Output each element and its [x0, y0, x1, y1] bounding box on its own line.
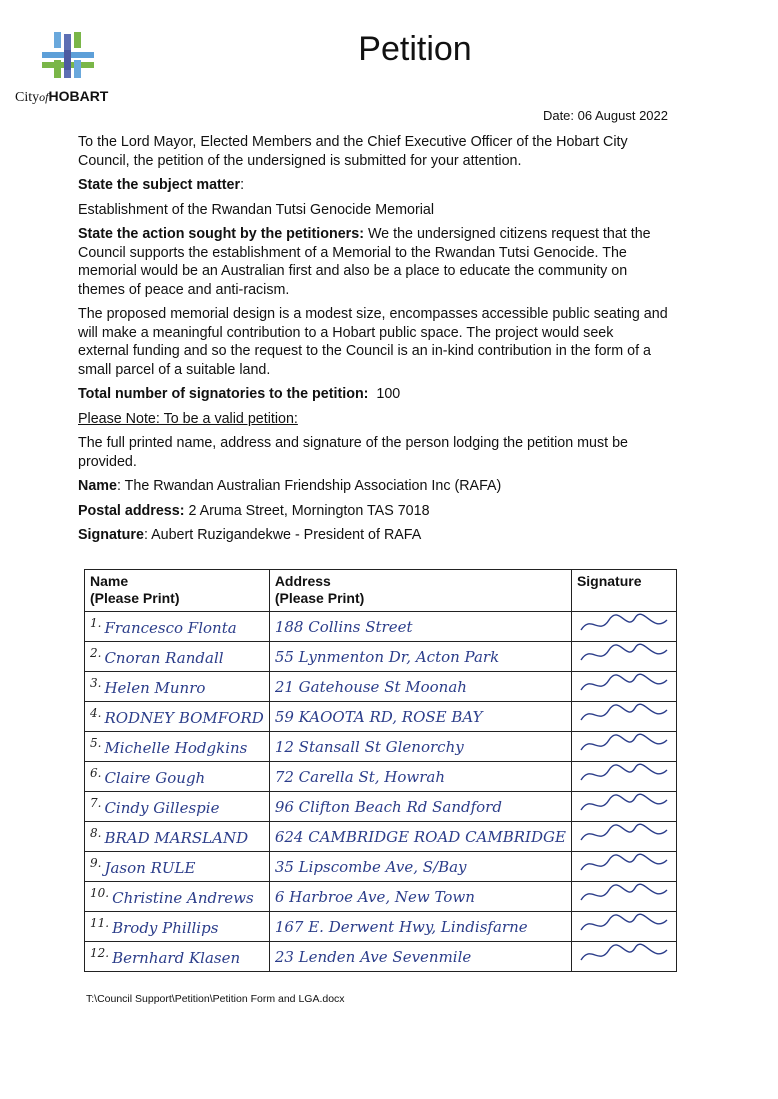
row-number: 1. [90, 616, 102, 630]
action-label: State the action sought by the petitioners: [78, 226, 364, 242]
signatory-address [269, 732, 571, 762]
address-text: 167 E. Derwent Hwy, Lindisfarne [274, 917, 528, 936]
name-text: Michelle Hodgkins [104, 739, 248, 757]
signatory-address [269, 762, 571, 792]
logo-city: City [15, 90, 40, 105]
name-line [78, 477, 668, 496]
petition-date: Date: 06 August 2022 [542, 108, 668, 123]
signatory-name [85, 792, 270, 822]
page-title: Petition [358, 30, 472, 68]
logo-hobart: HOBART [48, 88, 109, 104]
signatory-signature [571, 882, 676, 912]
name-text: Claire Gough [104, 769, 206, 787]
signatory-name [85, 912, 270, 942]
table-row [85, 852, 677, 882]
signatory-address [269, 852, 571, 882]
table-row [85, 912, 677, 942]
signature-scribble [577, 732, 671, 756]
row-number: 10. [90, 886, 110, 900]
postal-value: 2 Aruma Street, Mornington TAS 7018 [184, 502, 430, 519]
total-value: 100 [376, 386, 401, 402]
address-text: 6 Harbroe Ave, New Town [274, 887, 475, 906]
address-text: 12 Stansall St Glenorchy [274, 737, 464, 756]
name-value: : The Rwandan Australian Friendship Association Inc (RAFA) [116, 478, 502, 494]
address-text: 55 Lynmenton Dr, Acton Park [274, 647, 500, 666]
name-text: Christine Andrews [112, 889, 254, 907]
table-header-row [85, 570, 677, 612]
signatory-address [269, 942, 571, 972]
row-number: 5. [90, 736, 102, 750]
address-text: 72 Carella St, Howrah [274, 767, 446, 786]
table-row [85, 942, 677, 972]
address-text: 23 Lenden Ave Sevenmile [274, 947, 472, 966]
row-number: 6. [90, 766, 102, 780]
postal-line [78, 502, 668, 521]
name-text: Bernhard Klasen [112, 949, 241, 967]
subject-label: State the subject matter [78, 177, 241, 193]
signatory-signature [571, 792, 676, 822]
signatory-name [85, 612, 270, 642]
signatory-signature [571, 732, 676, 762]
signatory-name [85, 672, 270, 702]
signatory-name [85, 732, 270, 762]
address-text: 21 Gatehouse St Moonah [274, 677, 467, 696]
signatory-signature [571, 642, 676, 672]
table-row [85, 762, 677, 792]
signature-scribble [577, 672, 671, 696]
name-text: RODNEY BOMFORD [104, 709, 264, 727]
action-paragraph [78, 225, 668, 299]
signatory-name [85, 942, 270, 972]
action-text: We the undersigned citizens request that the Council supports the establishment of a Memorial to the Rwandan Tutsi Genocide. The memorial would be an Australian first and also be a place to educate the community on themes of peace and anti-racism. [78, 226, 651, 298]
address-text: 59 KAOOTA RD, ROSE BAY [274, 707, 483, 726]
row-number: 12. [90, 946, 110, 960]
name-text: Jason RULE [104, 859, 196, 877]
row-number: 2. [90, 646, 102, 660]
signatory-address [269, 912, 571, 942]
table-row [85, 882, 677, 912]
signature-scribble [577, 792, 671, 816]
signatory-address [269, 822, 571, 852]
intro-paragraph: To the Lord Mayor, Elected Members and the Chief Executive Officer of the Hobart City Council, the petition of the undersigned is submitted for your attention. [78, 134, 628, 169]
header-name: Name (Please Print) [85, 570, 270, 612]
address-text: 35 Lipscombe Ave, S/Bay [274, 857, 467, 876]
petition-body [78, 133, 668, 551]
postal-label: Postal address: [78, 502, 185, 519]
signatory-signature [571, 612, 676, 642]
total-label: Total number of signatories to the petition: [78, 386, 369, 402]
name-text: Cindy Gillespie [104, 799, 220, 817]
signature-scribble [577, 762, 671, 786]
signature-scribble [577, 642, 671, 666]
footer-file-path: T:\Council Support\Petition\Petition Form and LGA.docx [86, 993, 345, 1005]
signatory-address [269, 672, 571, 702]
row-number: 3. [90, 676, 102, 690]
name-label: Name [78, 478, 117, 494]
signatory-name [85, 822, 270, 852]
signatory-name [85, 852, 270, 882]
signatory-signature [571, 762, 676, 792]
signatory-address [269, 702, 571, 732]
address-text: 96 Clifton Beach Rd Sandford [274, 797, 502, 816]
name-text: BRAD MARSLAND [104, 829, 249, 847]
validity-note: Please Note: To be a valid petition: [78, 410, 298, 427]
row-number: 4. [90, 706, 102, 720]
signatory-name [85, 642, 270, 672]
row-number: 9. [90, 856, 102, 870]
signatory-address [269, 612, 571, 642]
signatory-signature [571, 942, 676, 972]
address-text: 188 Collins Street [274, 617, 413, 636]
subject-colon: : [240, 177, 245, 193]
address-text: 624 CAMBRIDGE ROAD CAMBRIDGE [274, 827, 566, 846]
signature-scribble [577, 852, 671, 876]
row-number: 11. [90, 916, 110, 930]
signature-scribble [577, 612, 671, 636]
logo-wordmark [15, 88, 108, 106]
total-line [78, 385, 668, 404]
table-row [85, 672, 677, 702]
signatory-name [85, 762, 270, 792]
row-number: 8. [90, 826, 102, 840]
signatory-address [269, 882, 571, 912]
row-number: 7. [90, 796, 102, 810]
signature-value: : Aubert Ruzigandekwe - President of RAFA [143, 527, 422, 543]
table-row [85, 612, 677, 642]
signature-scribble [577, 912, 671, 936]
header-signature: Signature [571, 570, 676, 612]
table-row [85, 702, 677, 732]
design-paragraph: The proposed memorial design is a modest size, encompasses accessible public seating and will make a meaningful contribution to a Hobart public space. The project would seek external funding and so the request to the Council is an in-kind contribution in the form of a small parcel of a suitable land. [78, 306, 668, 378]
name-text: Francesco Flonta [104, 619, 237, 637]
subject-heading [78, 176, 668, 195]
signature-line [78, 526, 668, 545]
header-address: Address (Please Print) [269, 570, 571, 612]
name-text: Helen Munro [104, 679, 206, 697]
table-row [85, 822, 677, 852]
name-text: Cnoran Randall [104, 649, 224, 667]
subject-text: Establishment of the Rwandan Tutsi Genocide Memorial [78, 201, 435, 218]
table-row [85, 642, 677, 672]
signature-scribble [577, 882, 671, 906]
table-row [85, 792, 677, 822]
signatory-signature [571, 672, 676, 702]
signatory-signature [571, 912, 676, 942]
signatures-table [84, 569, 677, 972]
logo-of: of [39, 90, 49, 104]
signatory-name [85, 702, 270, 732]
signatory-signature [571, 822, 676, 852]
signatory-signature [571, 702, 676, 732]
signature-scribble [577, 822, 671, 846]
requirement-text: The full printed name, address and signature of the person lodging the petition must be provided. [78, 435, 628, 470]
table-row [85, 732, 677, 762]
name-text: Brody Phillips [112, 919, 219, 937]
signatory-signature [571, 852, 676, 882]
signatory-name [85, 882, 270, 912]
signature-scribble [577, 942, 671, 966]
signature-label: Signature [78, 527, 144, 543]
signature-scribble [577, 702, 671, 726]
signatory-address [269, 792, 571, 822]
signatory-address [269, 642, 571, 672]
